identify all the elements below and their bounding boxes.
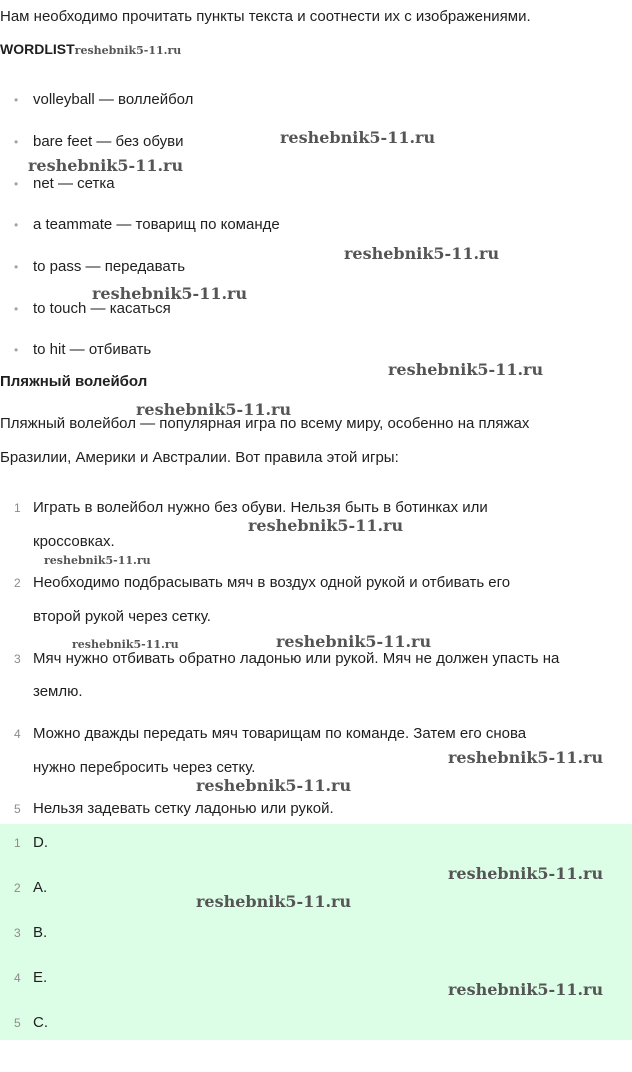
wordlist-heading-label: WORDLIST xyxy=(0,41,75,57)
answer-text: B. xyxy=(33,924,48,941)
watermark: reshebnik5-11.ru xyxy=(28,156,184,175)
answer-text: E. xyxy=(33,969,48,986)
bullet-icon: • xyxy=(14,177,19,191)
section-title: Пляжный волейбол xyxy=(0,373,148,390)
vocab-item-text: volleyball — воллейбол xyxy=(33,91,194,108)
rule-text-line: нужно перебросить через сетку. xyxy=(33,759,256,776)
vocab-item-text: to pass — передавать xyxy=(33,258,186,275)
vocab-item-text: bare feet — без обуви xyxy=(33,133,184,150)
intro-text: Нам необходимо прочитать пункты текста и соотнести их с изображениями. xyxy=(0,8,531,25)
watermark: reshebnik5-11.ru xyxy=(44,554,151,567)
answer-number: 1 xyxy=(14,836,21,850)
rule-number: 1 xyxy=(14,501,21,515)
watermark: reshebnik5-11.ru xyxy=(448,980,604,999)
watermark: reshebnik5-11.ru xyxy=(276,632,432,651)
watermark: reshebnik5-11.ru xyxy=(196,892,352,911)
bullet-icon: • xyxy=(14,260,19,274)
rule-text-line: Мяч нужно отбивать обратно ладонью или рукой. Мяч не должен упасть на xyxy=(33,650,560,667)
rule-text-line: кроссовках. xyxy=(33,533,115,550)
vocab-item-text: to hit — отбивать xyxy=(33,341,152,358)
paragraph-line: Пляжный волейбол — популярная игра по всему миру, особенно на пляжах xyxy=(0,415,530,432)
rule-text-line: землю. xyxy=(33,683,83,700)
rule-number: 3 xyxy=(14,652,21,666)
rule-number: 4 xyxy=(14,727,21,741)
answer-text: C. xyxy=(33,1014,48,1031)
bullet-icon: • xyxy=(14,93,19,107)
watermark: reshebnik5-11.ru xyxy=(280,128,436,147)
watermark: reshebnik5-11.ru xyxy=(196,776,352,795)
wordlist-heading xyxy=(0,40,181,60)
vocab-item-text: to touch — касаться xyxy=(33,300,171,317)
vocab-item-text: net — сетка xyxy=(33,175,115,192)
bullet-icon: • xyxy=(14,302,19,316)
vocab-item-text: a teammate — товарищ по команде xyxy=(33,216,280,233)
answer-number: 4 xyxy=(14,971,21,985)
rule-number: 5 xyxy=(14,802,21,816)
vocab-item xyxy=(14,341,151,359)
bullet-icon: • xyxy=(14,343,19,357)
watermark: reshebnik5-11.ru xyxy=(248,516,404,535)
vocab-item xyxy=(14,258,185,276)
watermark: reshebnik5-11.ru xyxy=(448,748,604,767)
paragraph-line: Бразилии, Америки и Австралии. Вот правила этой игры: xyxy=(0,449,399,466)
answer-number: 3 xyxy=(14,926,21,940)
watermark: reshebnik5-11.ru xyxy=(344,244,500,263)
watermark: reshebnik5-11.ru xyxy=(72,638,179,651)
rule-text-line: Необходимо подбрасывать мяч в воздух одной рукой и отбивать его xyxy=(33,574,511,591)
vocab-item xyxy=(14,216,280,234)
rule-number: 2 xyxy=(14,576,21,590)
rule-text-line: второй рукой через сетку. xyxy=(33,608,211,625)
vocab-item xyxy=(14,91,193,109)
watermark: reshebnik5-11.ru xyxy=(448,864,604,883)
watermark: reshebnik5-11.ru xyxy=(136,400,292,419)
answer-text: D. xyxy=(33,834,48,851)
bullet-icon: • xyxy=(14,218,19,232)
vocab-item xyxy=(14,175,115,193)
watermark: reshebnik5-11.ru xyxy=(74,44,182,57)
answer-text: A. xyxy=(33,879,48,896)
answer-number: 5 xyxy=(14,1016,21,1030)
answers-panel xyxy=(0,824,632,1040)
bullet-icon: • xyxy=(14,135,19,149)
rule-text-line: Нельзя задевать сетку ладонью или рукой. xyxy=(33,800,334,817)
vocab-item xyxy=(14,133,183,151)
watermark: reshebnik5-11.ru xyxy=(92,284,248,303)
watermark: reshebnik5-11.ru xyxy=(388,360,544,379)
answer-number: 2 xyxy=(14,881,21,895)
rule-text-line: Можно дважды передать мяч товарищам по команде. Затем его снова xyxy=(33,725,527,742)
rule-text-line: Играть в волейбол нужно без обуви. Нельзя быть в ботинках или xyxy=(33,499,488,516)
